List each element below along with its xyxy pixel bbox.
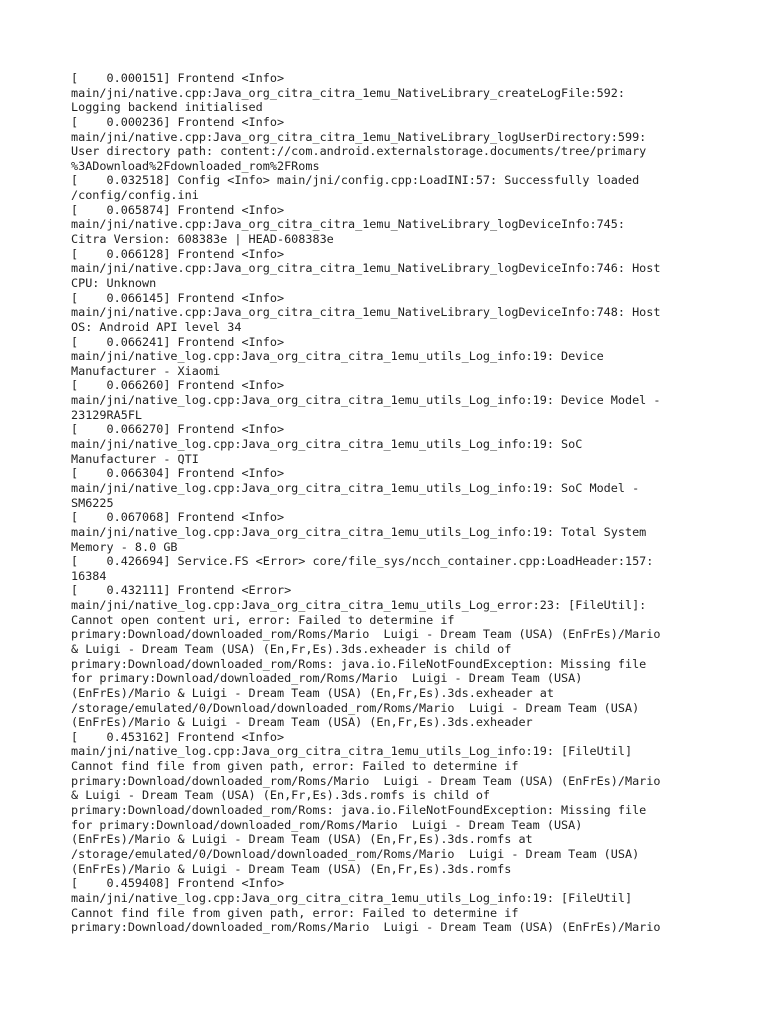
log-line: (EnFrEs)/Mario & Luigi - Dream Team (USA) (En,Fr,Es).3ds.exheader (71, 715, 533, 730)
log-line: main/jni/native_log.cpp:Java_org_citra_citra_1emu_utils_Log_info:19: Total System (71, 524, 647, 539)
log-line: (EnFrEs)/Mario & Luigi - Dream Team (USA) (En,Fr,Es).3ds.romfs at (71, 832, 533, 847)
log-line: [ 0.066304] Frontend <Info> (71, 466, 285, 481)
log-line: Cannot find file from given path, error: Failed to determine if (71, 759, 519, 774)
log-line: [ 0.066241] Frontend <Info> (71, 334, 285, 349)
log-line: primary:Download/downloaded_rom/Roms: java.io.FileNotFoundException: Missing file (71, 803, 647, 818)
log-line: for primary:Download/downloaded_rom/Roms/Mario Luigi - Dream Team (USA) (71, 671, 583, 686)
log-line: Cannot open content uri, error: Failed to determine if (71, 612, 455, 627)
log-line: [ 0.453162] Frontend <Info> (71, 729, 285, 744)
log-line: primary:Download/downloaded_rom/Roms: java.io.FileNotFoundException: Missing file (71, 656, 647, 671)
log-line: main/jni/native_log.cpp:Java_org_citra_citra_1emu_utils_Log_info:19: [FileUtil] (71, 744, 633, 759)
log-line: Memory - 8.0 GB (71, 539, 178, 554)
log-line: [ 0.032518] Config <Info> main/jni/config.cpp:LoadINI:57: Successfully loaded (71, 173, 640, 188)
log-line: main/jni/native_log.cpp:Java_org_citra_citra_1emu_utils_Log_error:23: [FileUtil]: (71, 598, 647, 613)
log-line: main/jni/native_log.cpp:Java_org_citra_citra_1emu_utils_Log_info:19: SoC Model - (71, 480, 640, 495)
log-line: 16384 (71, 568, 107, 583)
log-line: & Luigi - Dream Team (USA) (En,Fr,Es).3ds.romfs is child of (71, 788, 491, 803)
log-line: Cannot find file from given path, error: Failed to determine if (71, 905, 519, 920)
log-line: main/jni/native_log.cpp:Java_org_citra_citra_1emu_utils_Log_info:19: Device Model - (71, 393, 661, 408)
log-line: main/jni/native_log.cpp:Java_org_citra_citra_1emu_utils_Log_info:19: [FileUtil] (71, 890, 633, 905)
log-line: [ 0.000151] Frontend <Info> (71, 71, 285, 85)
log-line: main/jni/native_log.cpp:Java_org_citra_citra_1emu_utils_Log_info:19: SoC (71, 437, 583, 452)
log-line: [ 0.065874] Frontend <Info> (71, 202, 285, 217)
log-line: & Luigi - Dream Team (USA) (En,Fr,Es).3ds.exheader is child of (71, 641, 512, 656)
log-line: [ 0.067068] Frontend <Info> (71, 510, 285, 525)
log-line: [ 0.426694] Service.FS <Error> core/file_sys/ncch_container.cpp:LoadHeader:157: (71, 554, 654, 569)
log-line: CPU: Unknown (71, 275, 157, 290)
log-line: /config/config.ini (71, 188, 199, 203)
log-line: primary:Download/downloaded_rom/Roms/Mario Luigi - Dream Team (USA) (EnFrEs)/Mario (71, 627, 661, 642)
log-line: [ 0.459408] Frontend <Info> (71, 876, 285, 891)
log-line: User directory path: content://com.android.externalstorage.documents/tree/primary (71, 144, 647, 159)
log-line: [ 0.066270] Frontend <Info> (71, 422, 285, 437)
log-line: Logging backend initialised (71, 100, 263, 115)
log-line: OS: Android API level 34 (71, 319, 242, 334)
log-line: primary:Download/downloaded_rom/Roms/Mario Luigi - Dream Team (USA) (EnFrEs)/Mario (71, 920, 661, 935)
log-line: main/jni/native.cpp:Java_org_citra_citra_1emu_NativeLibrary_logDeviceInfo:748: Host (71, 305, 661, 320)
log-line: [ 0.000236] Frontend <Info> (71, 114, 285, 129)
log-line: (EnFrEs)/Mario & Luigi - Dream Team (USA) (En,Fr,Es).3ds.romfs (71, 861, 512, 876)
log-line: [ 0.066128] Frontend <Info> (71, 246, 285, 261)
log-line: Manufacturer - Xiaomi (71, 363, 221, 378)
log-line: [ 0.066260] Frontend <Info> (71, 378, 285, 393)
log-line: Citra Version: 608383e | HEAD-608383e (71, 232, 334, 247)
log-line: /storage/emulated/0/Download/downloaded_rom/Roms/Mario Luigi - Dream Team (USA) (71, 700, 640, 715)
log-line: (EnFrEs)/Mario & Luigi - Dream Team (USA) (En,Fr,Es).3ds.exheader at (71, 685, 554, 700)
log-line: %3ADownload%2Fdownloaded_rom%2FRoms (71, 158, 320, 173)
log-line: main/jni/native.cpp:Java_org_citra_citra_1emu_NativeLibrary_createLogFile:592: (71, 85, 625, 100)
log-line: main/jni/native.cpp:Java_org_citra_citra_1emu_NativeLibrary_logDeviceInfo:746: Host (71, 261, 661, 276)
log-line: main/jni/native.cpp:Java_org_citra_citra_1emu_NativeLibrary_logUserDirectory:599: (71, 129, 647, 144)
log-line: /storage/emulated/0/Download/downloaded_rom/Roms/Mario Luigi - Dream Team (USA) (71, 846, 640, 861)
log-text-block (71, 71, 711, 935)
log-line: [ 0.432111] Frontend <Error> (71, 583, 292, 598)
log-line: Manufacturer - QTI (71, 451, 199, 466)
log-line: [ 0.066145] Frontend <Info> (71, 290, 285, 305)
log-line: for primary:Download/downloaded_rom/Roms/Mario Luigi - Dream Team (USA) (71, 817, 583, 832)
log-line: primary:Download/downloaded_rom/Roms/Mario Luigi - Dream Team (USA) (EnFrEs)/Mario (71, 773, 661, 788)
log-line: SM6225 (71, 495, 114, 510)
log-line: 23129RA5FL (71, 407, 143, 422)
log-line: main/jni/native.cpp:Java_org_citra_citra_1emu_NativeLibrary_logDeviceInfo:745: (71, 217, 625, 232)
log-line: main/jni/native_log.cpp:Java_org_citra_citra_1emu_utils_Log_info:19: Device (71, 349, 604, 364)
